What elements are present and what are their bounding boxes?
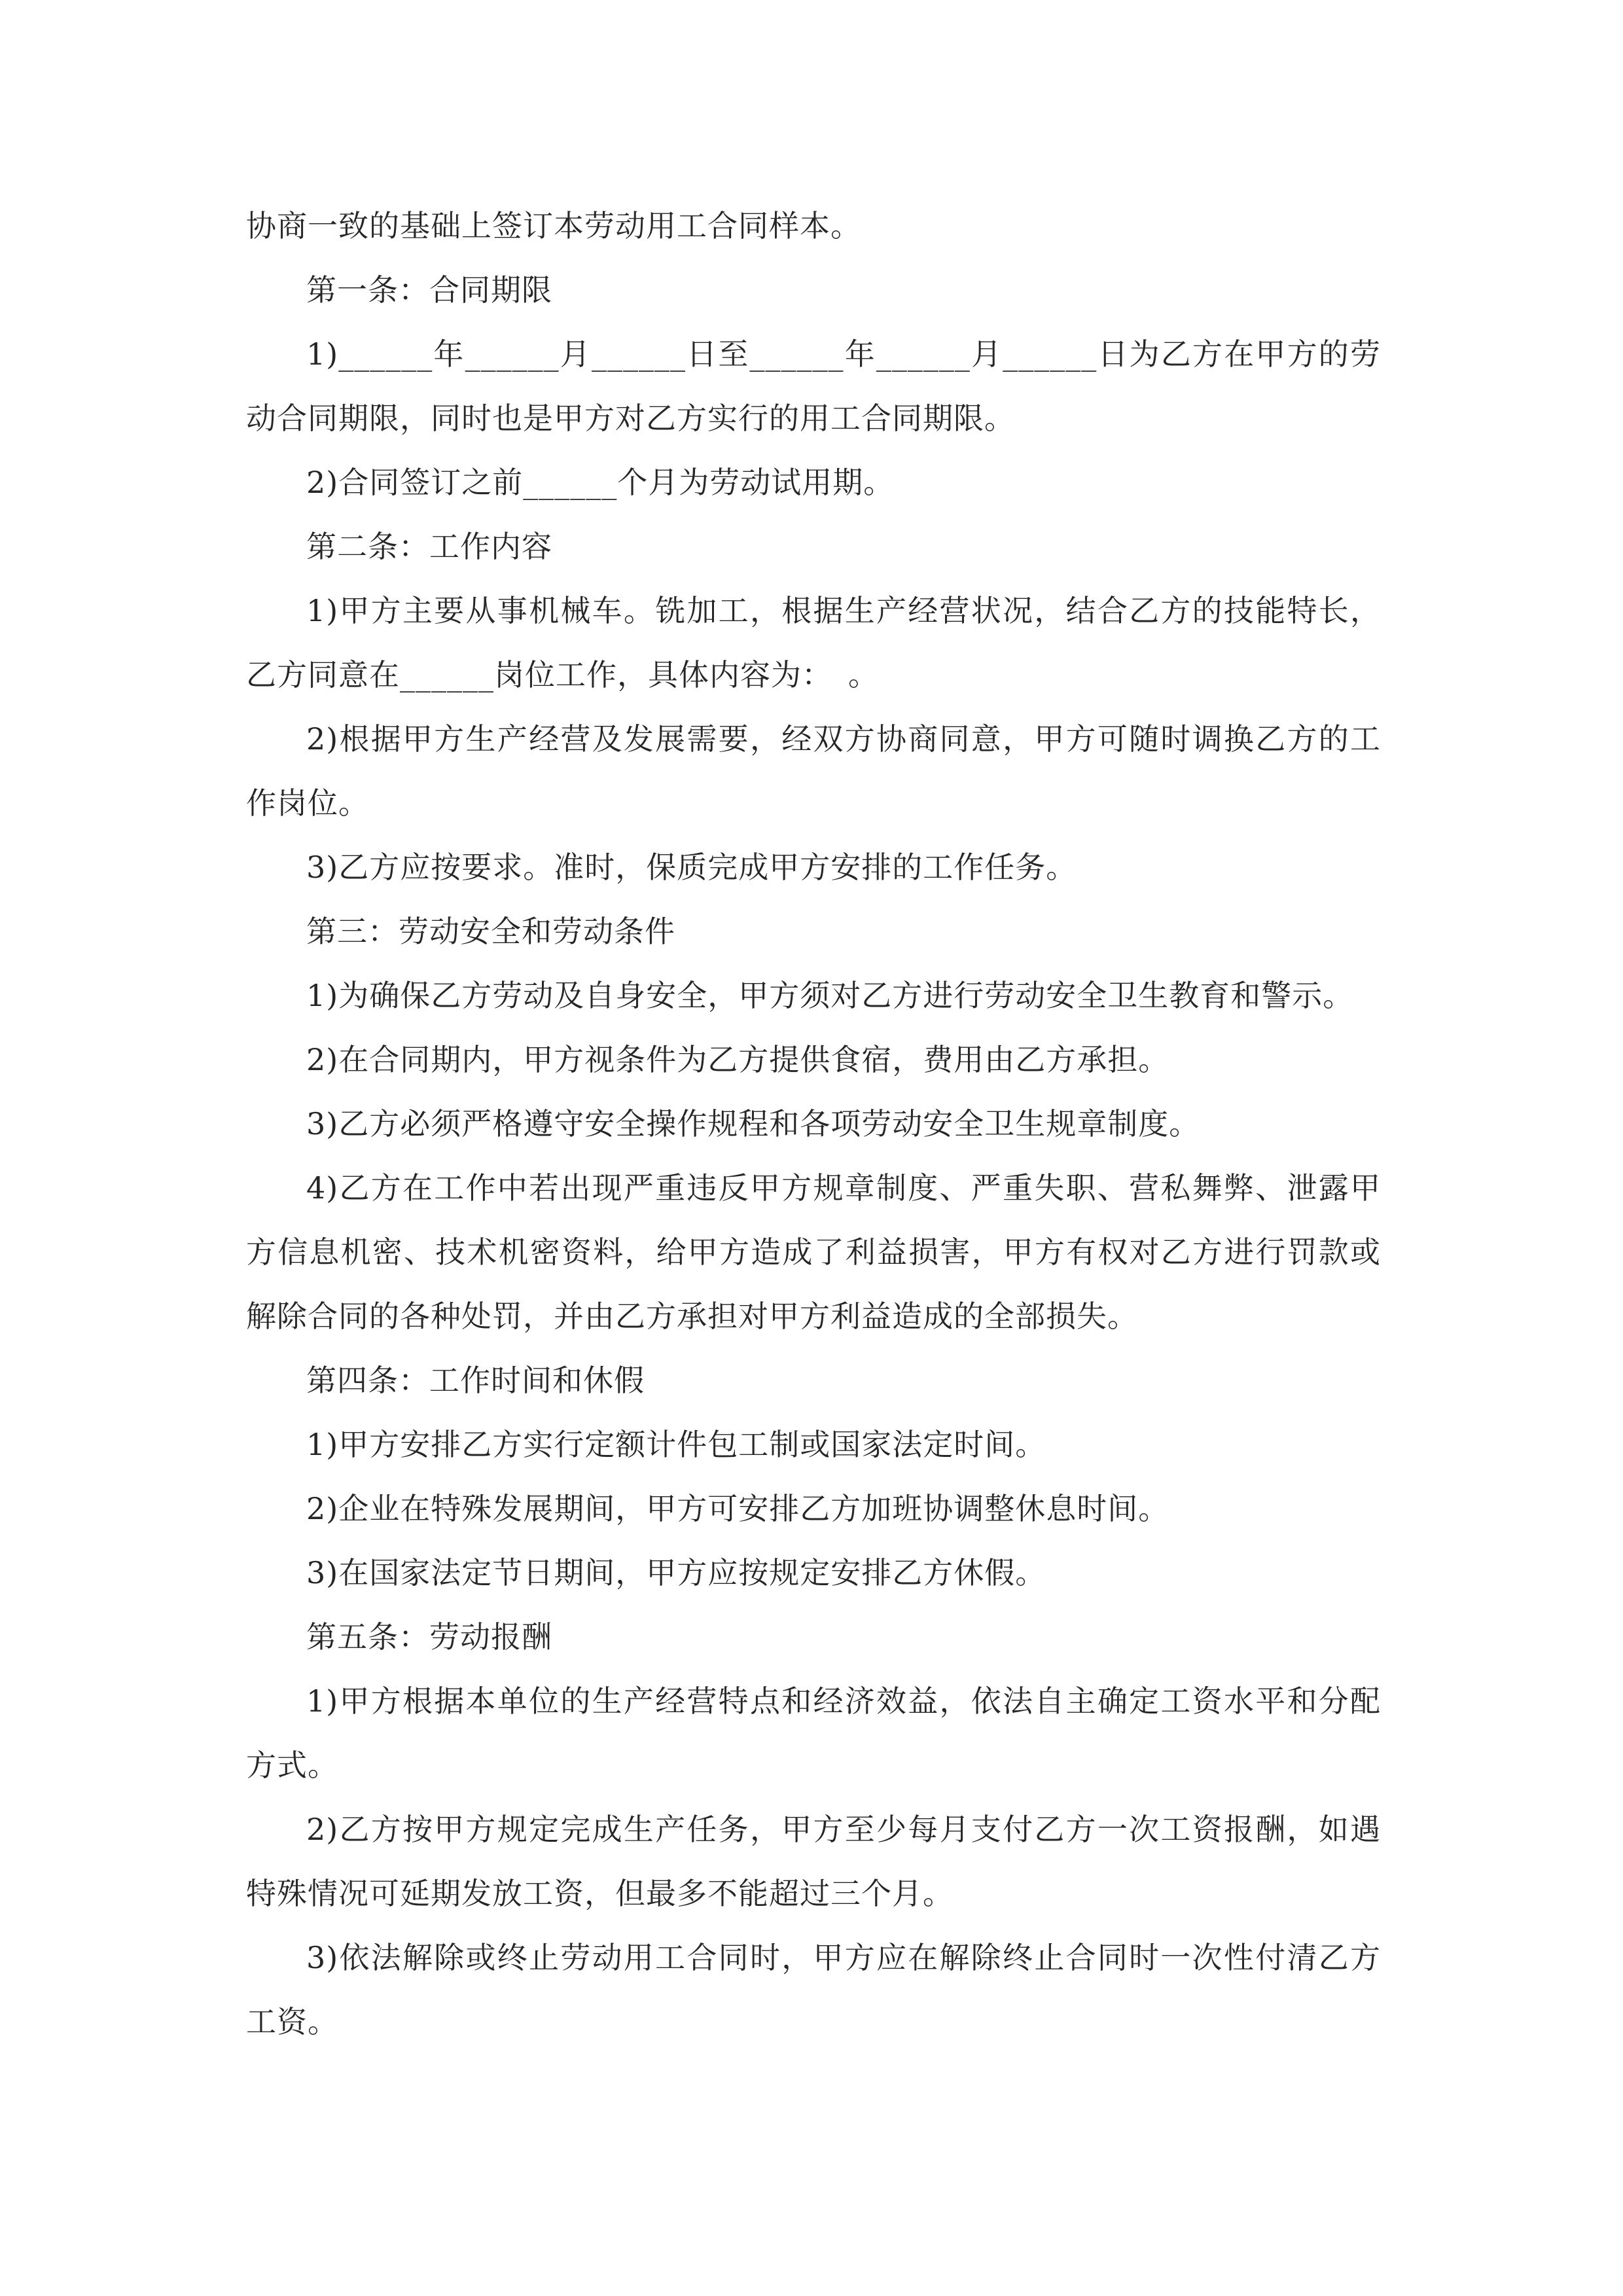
article-5-clause-3: 3)依法解除或终止劳动用工合同时，甲方应在解除终止合同时一次性付清乙方工资。 <box>246 1940 1381 2039</box>
article-2-clause-1: 1)甲方主要从事机械车。铣加工，根据生产经营状况，结合乙方的技能特长，乙方同意在______岗位工作，具体内容为： 。 <box>246 593 1381 692</box>
paragraph-continuation: 协商一致的基础上签订本劳动用工合同样本。 <box>246 208 861 243</box>
article-4-clause-1: 1)甲方安排乙方实行定额计件包工制或国家法定时间。 <box>306 1427 1046 1462</box>
article-4-clause-2: 2)企业在特殊发展期间，甲方可安排乙方加班协调整休息时间。 <box>306 1491 1169 1526</box>
article-2-clause-2: 2)根据甲方生产经营及发展需要，经双方协商同意，甲方可随时调换乙方的工作岗位。 <box>246 721 1381 821</box>
document-body <box>246 194 1381 2054</box>
article-2-clause-3: 3)乙方应按要求。准时，保质完成甲方安排的工作任务。 <box>306 850 1077 885</box>
article-3-heading: 第三：劳动安全和劳动条件 <box>306 914 675 949</box>
article-5-heading: 第五条：劳动报酬 <box>306 1619 552 1655</box>
article-1-clause-1: 1)______年______月______日至______年______月______日为乙方在甲方的劳动合同期限，同时也是甲方对乙方实行的用工合同期限。 <box>246 336 1381 436</box>
article-5-clause-2: 2)乙方按甲方规定完成生产任务，甲方至少每月支付乙方一次工资报酬，如遇特殊情况可延期发放工资，但最多不能超过三个月。 <box>246 1812 1381 1911</box>
article-3-clause-3: 3)乙方必须严格遵守安全操作规程和各项劳动安全卫生规章制度。 <box>306 1106 1200 1141</box>
article-4-clause-3: 3)在国家法定节日期间，甲方应按规定安排乙方休假。 <box>306 1555 1046 1590</box>
article-4-heading: 第四条：工作时间和休假 <box>306 1363 645 1398</box>
article-3-clause-2: 2)在合同期内，甲方视条件为乙方提供食宿，费用由乙方承担。 <box>306 1042 1169 1077</box>
article-1-heading: 第一条：合同期限 <box>306 272 552 308</box>
article-3-clause-4: 4)乙方在工作中若出现严重违反甲方规章制度、严重失职、营私舞弊、泄露甲方信息机密、技术机密资料，给甲方造成了利益损害，甲方有权对乙方进行罚款或解除合同的各种处罚，并由乙方承担对甲方利益造成的全部损失。 <box>246 1170 1381 1334</box>
article-5-clause-1: 1)甲方根据本单位的生产经营特点和经济效益，依法自主确定工资水平和分配方式。 <box>246 1683 1381 1783</box>
article-1-clause-2: 2)合同签订之前______个月为劳动试用期。 <box>306 465 895 500</box>
article-3-clause-1: 1)为确保乙方劳动及自身安全，甲方须对乙方进行劳动安全卫生教育和警示。 <box>306 978 1354 1013</box>
article-2-heading: 第二条：工作内容 <box>306 529 552 564</box>
